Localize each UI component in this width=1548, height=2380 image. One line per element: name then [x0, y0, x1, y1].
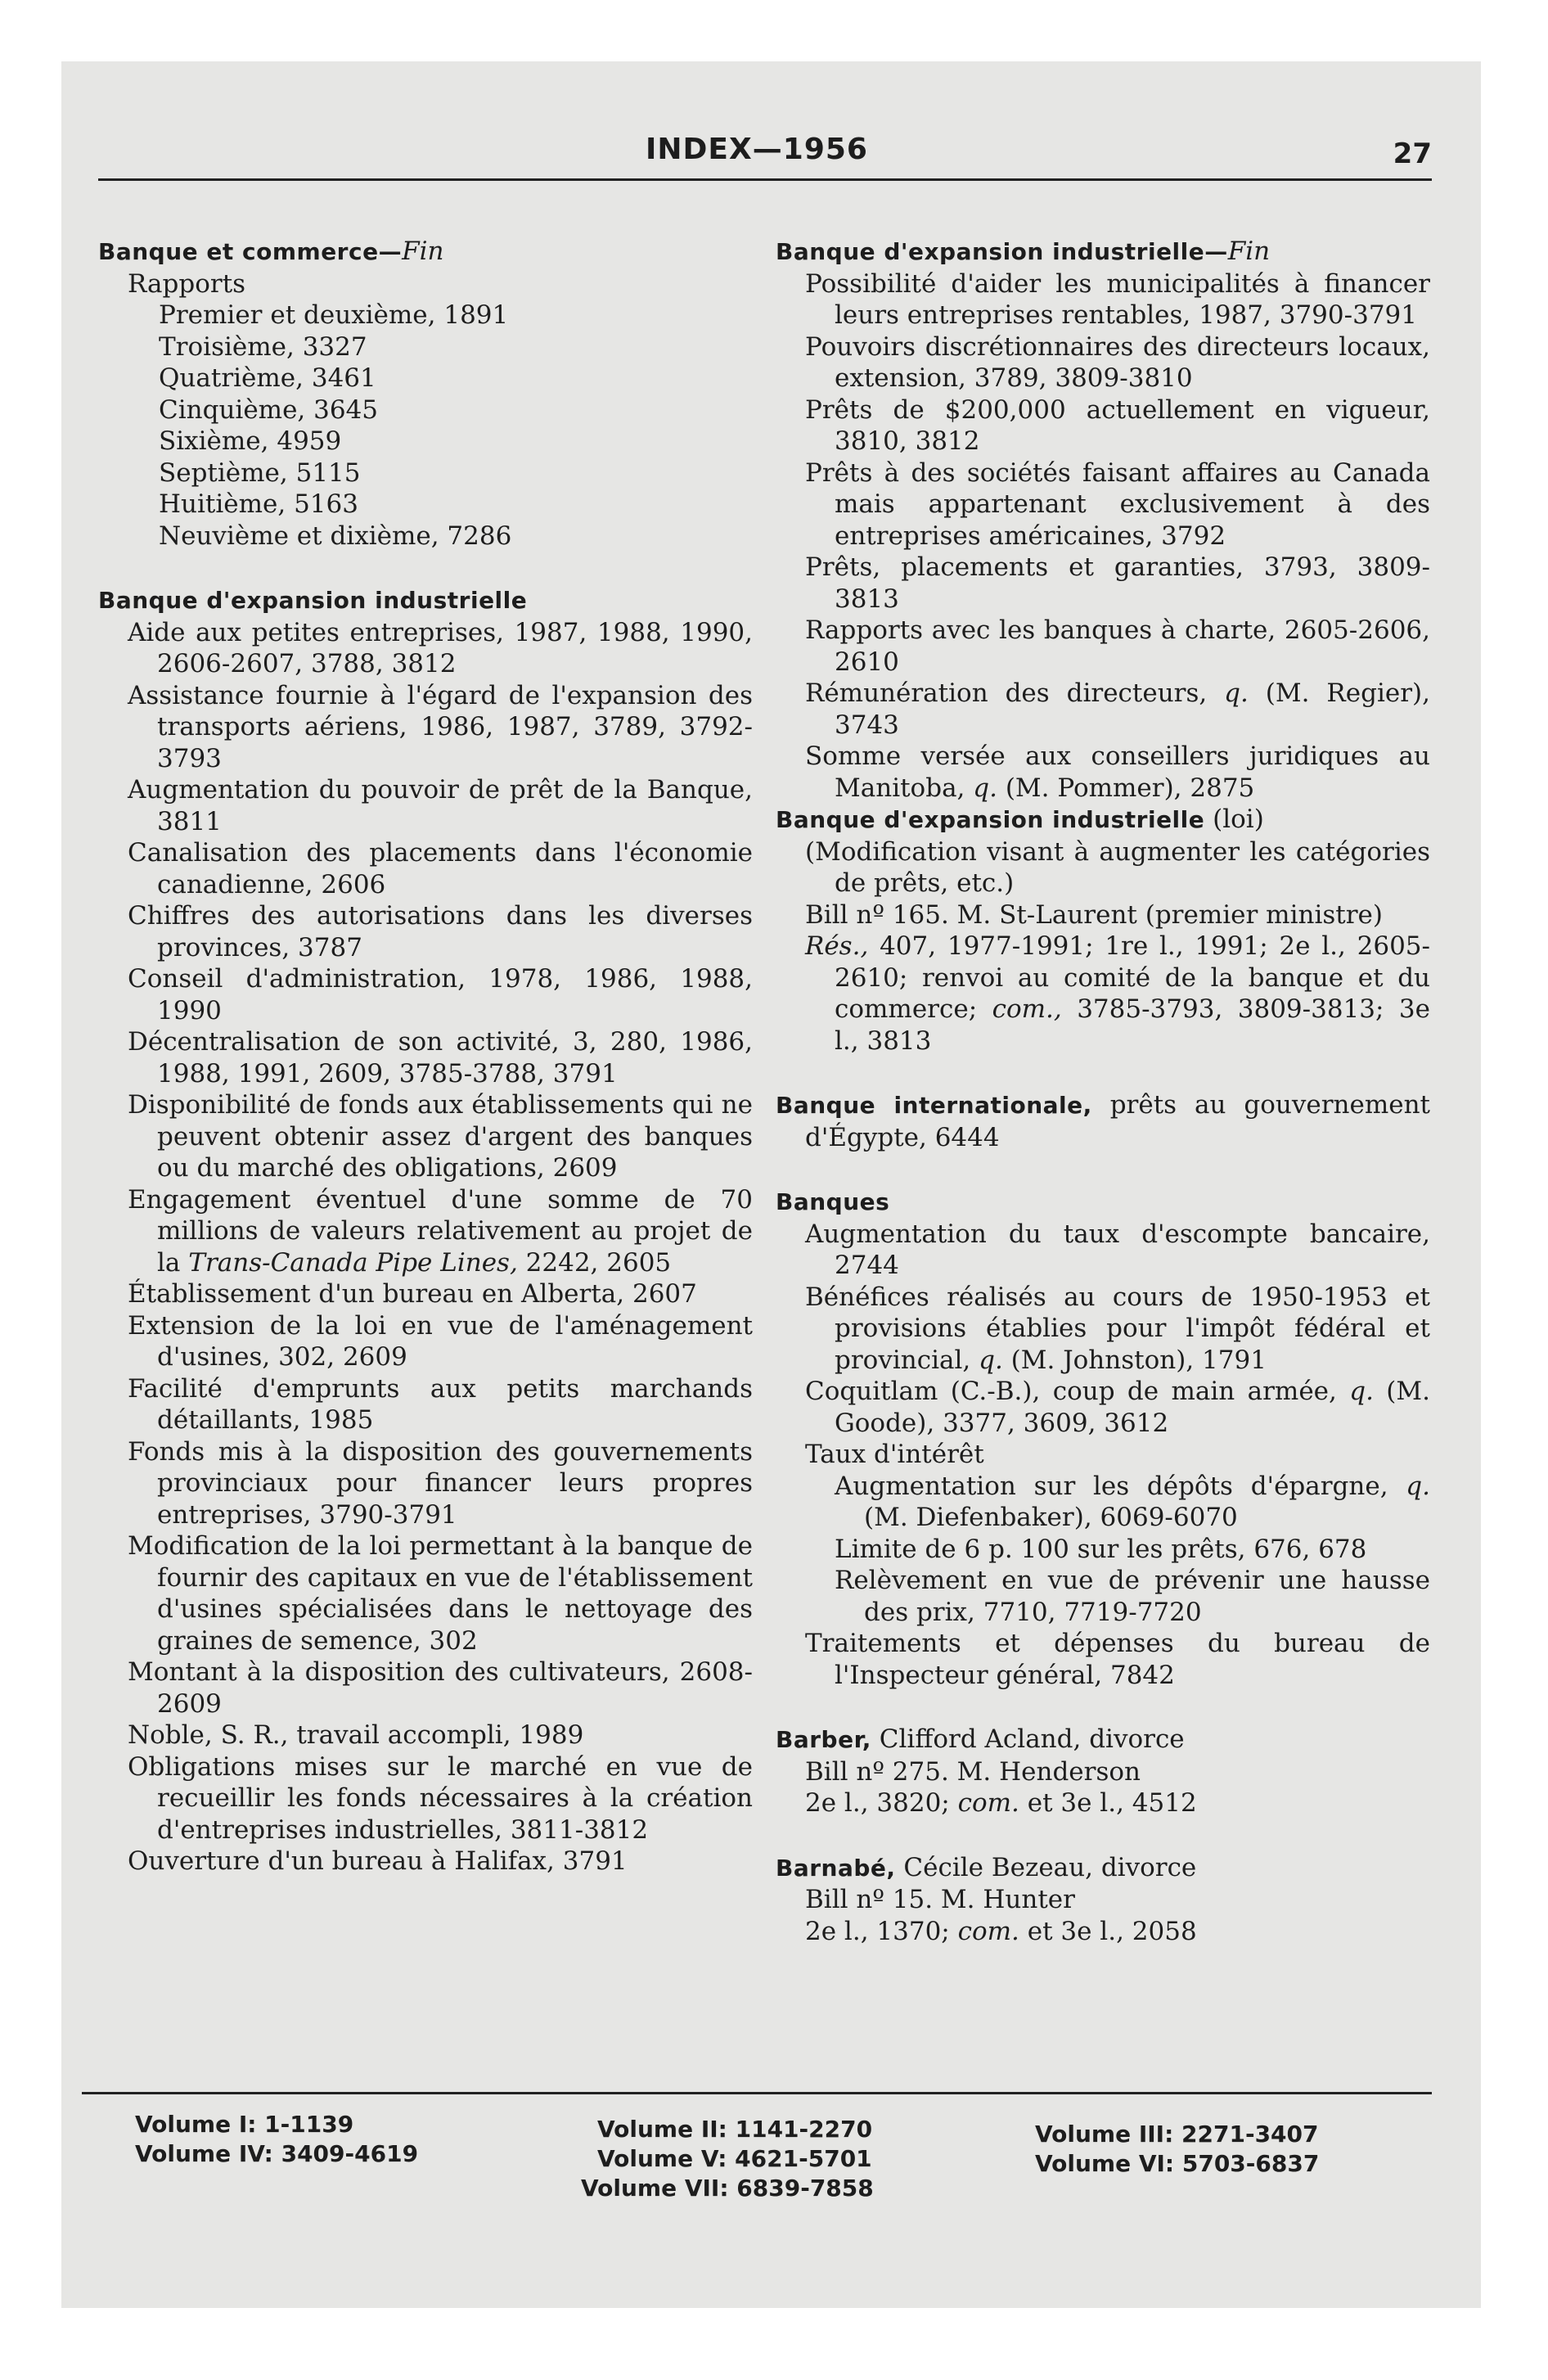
sub-item: Obligations mises sur le marché en vue de recueillir les fonds nécessaires à la création d'entreprises industrielles, 3811-3812	[128, 1751, 753, 1845]
sub-item	[98, 1184, 753, 1279]
entry-heading-tail: (loi)	[1204, 805, 1264, 834]
right-column	[776, 236, 1430, 1947]
index-entry	[776, 804, 1430, 1057]
sub-item	[776, 1916, 1430, 1948]
sub-item-text: Rémunération des directeurs,	[805, 678, 1225, 708]
sub-item: Fonds mis à la disposition des gouvernements provinciaux pour financer leurs propres entreprises, 3790-3791	[128, 1436, 753, 1530]
sub-heading: Rapports	[128, 268, 246, 299]
entry-heading-tail: Clifford Acland, divorce	[871, 1724, 1185, 1754]
entry-heading: Barber,	[776, 1726, 871, 1753]
volume-label: Volume I: 1-1139	[135, 2111, 354, 2138]
sub-item: Bill nº 165. M. St-Laurent (premier ministre)	[805, 899, 1383, 930]
sub-item-text: (M. Pommer), 2875	[997, 773, 1255, 803]
sub-item: (Modification visant à augmenter les catégories de prêts, etc.)	[805, 836, 1430, 898]
sub-item: Assistance fournie à l'égard de l'expansion des transports aériens, 1986, 1987, 3789, 3792-3793	[128, 680, 753, 773]
sub-item-text: Coquitlam (C.-B.), coup de main armée,	[805, 1377, 1350, 1406]
index-entry	[776, 1089, 1430, 1153]
page-number: 27	[1393, 137, 1432, 170]
entry-heading: Banques	[776, 1188, 890, 1215]
volume-label: Volume VII: 6839-7858	[581, 2175, 874, 2202]
sub-item: Quatrième, 3461	[159, 363, 376, 393]
entry-heading-tail: Cécile Bezeau, divorce	[895, 1852, 1197, 1882]
sub-item: Rapports avec les banques à charte, 2605-2606, 2610	[805, 615, 1430, 677]
sub-item: Huitième, 5163	[159, 489, 358, 519]
sub-item: Prêts à des sociétés faisant affaires au Canada mais appartenant exclusivement à des entreprises américaines, 3792	[805, 458, 1430, 551]
sub-item-italic: Trans-Canada Pipe Lines,	[188, 1247, 518, 1278]
sub-item: Bill nº 15. M. Hunter	[805, 1885, 1075, 1914]
sub-item: Sixième, 4959	[159, 426, 342, 456]
sub-item-text: 3785-3793, 3809-3813; 3e l., 3813	[835, 994, 1430, 1056]
sub-item	[776, 1376, 1430, 1439]
index-entry	[776, 1186, 1430, 1691]
sub-item-text: (M. Goode), 3377, 3609, 3612	[835, 1377, 1430, 1438]
sub-item: Pouvoirs discrétionnaires des directeurs locaux, extension, 3789, 3809-3810	[805, 331, 1430, 393]
left-column	[98, 236, 753, 1877]
sub-item: Septième, 5115	[159, 458, 361, 488]
sub-item	[776, 931, 1430, 1057]
sub-item	[776, 1282, 1430, 1377]
sub-item-text: Bénéfices réalisés au cours de 1950-1953 et provisions établies pour l'impôt fédéral et provincial,	[805, 1282, 1430, 1375]
resolution-label: Rés.,	[805, 931, 869, 961]
volume-label: Volume VI: 5703-6837	[1035, 2150, 1320, 2177]
sub-item: Prêts de $200,000 actuellement en vigueur, 3810, 3812	[805, 394, 1430, 456]
sub-item: Augmentation du taux d'escompte bancaire, 2744	[805, 1219, 1430, 1280]
committee-label: com.	[957, 1788, 1019, 1818]
question-marker: q.	[979, 1345, 1003, 1375]
entry-heading: Banque d'expansion industrielle	[98, 587, 528, 614]
footer-rule	[82, 2092, 1432, 2094]
index-entry	[776, 1724, 1430, 1819]
index-entry	[776, 236, 1430, 804]
sub-item: Augmentation du pouvoir de prêt de la Banque, 3811	[128, 775, 753, 836]
index-entry	[98, 584, 753, 1877]
header-rule	[98, 178, 1432, 181]
sub-sub-item	[776, 1471, 1430, 1534]
sub-item: Modification de la loi permettant à la banque de fournir des capitaux en vue de l'établissement d'usines spécialisées dans le nettoyage des graines de semence, 302	[128, 1531, 753, 1656]
volume-label: Volume IV: 3409-4619	[135, 2140, 419, 2167]
volume-footer	[82, 2092, 1432, 2206]
sub-item: Cinquième, 3645	[159, 394, 379, 425]
sub-item: Chiffres des autorisations dans les diverses provinces, 3787	[128, 901, 753, 962]
page-title: INDEX—1956	[646, 133, 868, 166]
question-marker: q.	[973, 773, 997, 803]
sub-item-text: et 3e l., 2058	[1019, 1916, 1197, 1946]
entry-heading: Banque d'expansion industrielle—	[776, 238, 1228, 265]
sub-item-text: 2e l., 3820;	[805, 1788, 958, 1818]
sub-item-text: 2242, 2605	[517, 1247, 672, 1278]
sub-item-text: Engagement éventuel d'une somme de 70 millions de valeurs relativement au projet de la	[128, 1184, 753, 1278]
entry-heading-tail: prêts au gouvernement d'Égypte, 6444	[805, 1090, 1431, 1152]
sub-item: Neuvième et dixième, 7286	[159, 521, 512, 551]
entry-heading: Banque d'expansion industrielle	[776, 806, 1205, 833]
sub-item: Troisième, 3327	[159, 331, 367, 362]
volume-label: Volume V: 4621-5701	[597, 2145, 872, 2172]
sub-item: Extension de la loi en vue de l'aménagement d'usines, 302, 2609	[128, 1310, 753, 1372]
sub-item: Aide aux petites entreprises, 1987, 1988, 1990, 2606-2607, 3788, 3812	[128, 617, 753, 678]
question-marker: q.	[1224, 678, 1249, 708]
sub-item-text: (M. Diefenbaker), 6069-6070	[864, 1503, 1238, 1532]
sub-item-text: Somme versée aux conseillers juridiques au Manitoba,	[805, 741, 1430, 803]
sub-item-text: 2e l., 1370;	[805, 1916, 958, 1946]
sub-item-text: (M. Regier), 3743	[835, 678, 1430, 740]
volume-label: Volume II: 1141-2270	[597, 2116, 873, 2143]
sub-sub-item: Relèvement en vue de prévenir une hausse des prix, 7710, 7719-7720	[835, 1566, 1430, 1627]
entry-heading: Banque et commerce—	[98, 238, 403, 265]
sub-item: Disponibilité de fonds aux établissements qui ne peuvent obtenir assez d'argent des banques ou du marché des obligations, 2609	[128, 1090, 753, 1183]
sub-item-text: Augmentation sur les dépôts d'épargne,	[835, 1471, 1406, 1501]
committee-label: com.	[957, 1916, 1019, 1946]
sub-item: Montant à la disposition des cultivateurs, 2608-2609	[128, 1657, 753, 1719]
sub-item: Possibilité d'aider les municipalités à financer leurs entreprises rentables, 1987, 3790-3791	[805, 268, 1430, 330]
sub-item: Facilité d'emprunts aux petits marchands détaillants, 1985	[128, 1373, 753, 1435]
sub-item: Ouverture d'un bureau à Halifax, 3791	[128, 1846, 628, 1876]
sub-item	[776, 1787, 1430, 1819]
sub-item: Établissement d'un bureau en Alberta, 2607	[128, 1279, 697, 1309]
sub-item	[776, 678, 1430, 741]
entry-heading: Banque internationale,	[776, 1092, 1092, 1119]
sub-sub-item: Limite de 6 p. 100 sur les prêts, 676, 678	[835, 1534, 1367, 1564]
sub-item: Décentralisation de son activité, 3, 280, 1986, 1988, 1991, 2609, 3785-3788, 3791	[128, 1027, 753, 1089]
entry-heading: Barnabé,	[776, 1854, 896, 1882]
sub-item: Taux d'intérêt	[805, 1440, 984, 1469]
entry-line	[776, 1089, 1430, 1153]
page-header	[82, 123, 1432, 188]
sub-item: Conseil d'administration, 1978, 1986, 1988, 1990	[128, 964, 753, 1025]
sub-item: Bill nº 275. M. Henderson	[805, 1756, 1141, 1787]
sub-item: Prêts, placements et garanties, 3793, 3809-3813	[805, 552, 1430, 614]
sub-item-text: (M. Johnston), 1791	[1002, 1345, 1267, 1375]
sub-item	[776, 741, 1430, 804]
sub-item: Noble, S. R., travail accompli, 1989	[128, 1720, 584, 1750]
sub-item: Traitements et dépenses du bureau de l'Inspecteur général, 7842	[805, 1629, 1430, 1690]
question-marker: q.	[1406, 1471, 1430, 1501]
entry-continuation: Fin	[402, 237, 444, 266]
entry-continuation: Fin	[1227, 237, 1271, 266]
sub-item: Premier et deuxième, 1891	[159, 300, 509, 330]
index-entry	[776, 1852, 1430, 1948]
sub-item-text: 407, 1977-1991; 1re l., 1991; 2e l., 2605-2610; renvoi au comité de la banque et du commerce;	[835, 931, 1430, 1024]
sub-item: Canalisation des placements dans l'économie canadienne, 2606	[128, 838, 753, 899]
sub-item-text: et 3e l., 4512	[1019, 1788, 1197, 1818]
index-entry	[98, 236, 753, 552]
committee-label: com.,	[992, 994, 1062, 1024]
volume-label: Volume III: 2271-3407	[1035, 2121, 1319, 2148]
question-marker: q.	[1349, 1377, 1374, 1406]
